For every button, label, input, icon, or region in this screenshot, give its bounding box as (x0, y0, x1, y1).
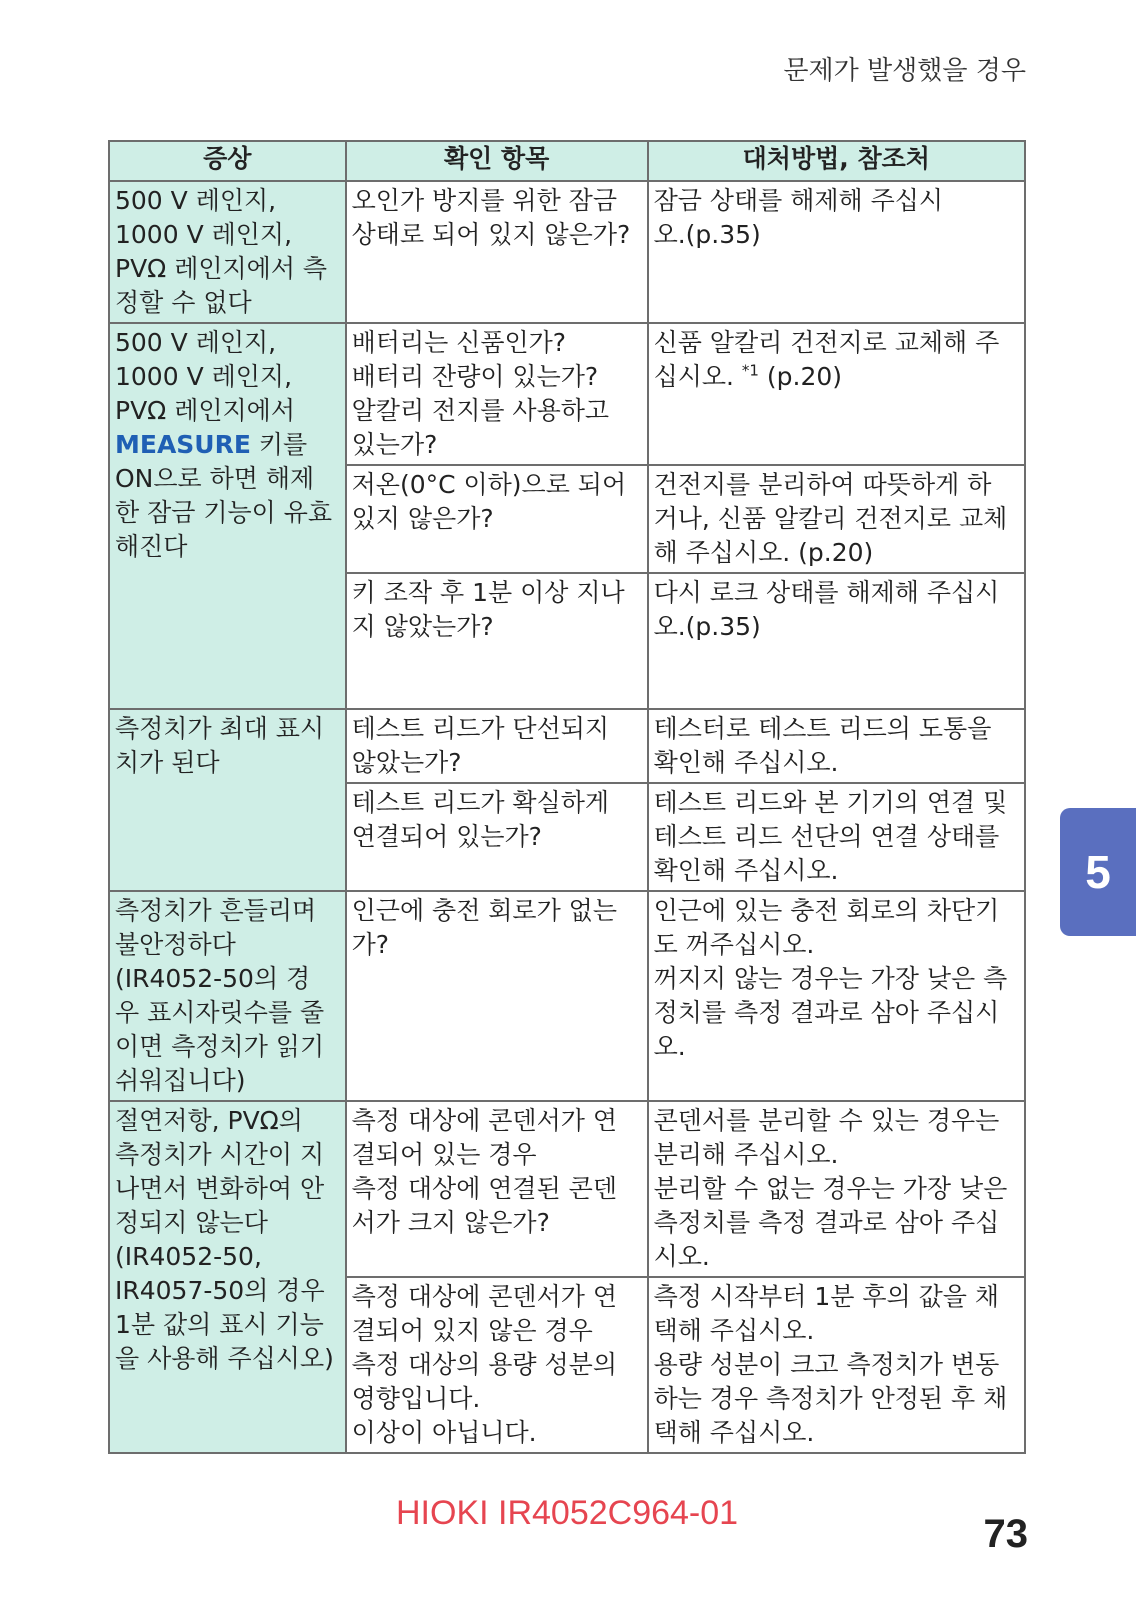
table-header-row (109, 141, 1025, 181)
remedy-line: 오.(p.35) (653, 220, 761, 249)
table-row (109, 709, 1025, 783)
table-row (109, 1101, 1025, 1277)
check-line: 영향입니다. (351, 1384, 481, 1413)
page-number: 73 (983, 1512, 1028, 1556)
remedy-cell (648, 783, 1025, 891)
check-cell (346, 465, 648, 573)
check-line: 저온(0°C 이하)으로 되어 (351, 470, 627, 499)
remedy-line: 인근에 있는 충전 회로의 차단기 (653, 896, 1000, 925)
symptom-line: 정할 수 없다 (115, 288, 252, 317)
remedy-line: 해 주십시오. (p.20) (653, 538, 874, 567)
remedy-line: 테스트 리드와 본 기기의 연결 및 (653, 788, 1008, 817)
troubleshooting-table (108, 140, 1026, 1454)
symptom-line: 정되지 않는다 (115, 1208, 268, 1237)
remedy-cell (648, 181, 1025, 323)
check-cell (346, 709, 648, 783)
symptom-line: 나면서 변화하여 안 (115, 1174, 325, 1203)
remedy-line: 다시 로크 상태를 해제해 주십시 (653, 578, 1000, 607)
symptom-line: 이면 측정치가 읽기 (115, 1032, 325, 1061)
remedy-line: 택해 주십시오. (653, 1418, 815, 1447)
remedy-cell (648, 1277, 1025, 1453)
check-line: 있지 않은가? (351, 504, 494, 533)
remedy-page-ref: (p.20) (758, 362, 843, 391)
symptom-line: 500 V 레인지, (115, 328, 277, 357)
measure-key-label: MEASURE (115, 430, 251, 459)
column-header-remedy: 대처방법, 참조처 (648, 141, 1025, 181)
remedy-text: 신품 알칼리 건전지로 교체해 주십시오. (653, 328, 1000, 391)
check-cell (346, 573, 648, 709)
check-cell (346, 1277, 648, 1453)
remedy-line: 측정치를 측정 결과로 삼아 주십 (653, 1208, 1000, 1237)
symptom-line: ON으로 하면 해제 (115, 464, 315, 493)
remedy-cell (648, 573, 1025, 709)
remedy-line: 분리할 수 없는 경우는 가장 낮은 (653, 1174, 1008, 1203)
remedy-line: 테스트 리드 선단의 연결 상태를 (653, 822, 1000, 851)
symptom-line: 절연저항, PVΩ의 (115, 1106, 303, 1135)
remedy-line: 용량 성분이 크고 측정치가 변동 (653, 1350, 1000, 1379)
remedy-line: 측정 시작부터 1분 후의 값을 채 (653, 1282, 1000, 1311)
check-line: 측정 대상에 콘덴서가 연 (351, 1282, 617, 1311)
check-line: 테스트 리드가 단선되지 (351, 714, 610, 743)
symptom-line: PVΩ 레인지에서 (115, 396, 295, 425)
remedy-line: 오.(p.35) (653, 612, 761, 641)
symptom-line (115, 428, 340, 462)
symptom-line: 1000 V 레인지, (115, 362, 293, 391)
symptom-cell (109, 1101, 346, 1453)
symptom-line: IR4057-50의 경우 (115, 1276, 325, 1305)
remedy-line: 테스터로 테스트 리드의 도통을 (653, 714, 992, 743)
symptom-line: PVΩ 레인지에서 측 (115, 254, 328, 283)
check-line: 이상이 아닙니다. (351, 1418, 537, 1447)
remedy-line: 오. (653, 1032, 686, 1061)
symptom-line: (IR4052-50, (115, 1242, 262, 1271)
check-line: 결되어 있는 경우 (351, 1140, 537, 1169)
remedy-line: 꺼지지 않는 경우는 가장 낮은 측 (653, 964, 1008, 993)
check-line: 지 않았는가? (351, 612, 494, 641)
chapter-tab: 5 (1060, 808, 1136, 936)
check-cell (346, 891, 648, 1101)
check-line: 배터리 잔량이 있는가? (351, 362, 599, 391)
remedy-cell (648, 323, 1025, 465)
check-line: 결되어 있지 않은 경우 (351, 1316, 593, 1345)
remedy-line: 택해 주십시오. (653, 1316, 815, 1345)
remedy-line: 확인해 주십시오. (653, 856, 839, 885)
symptom-cell (109, 709, 346, 891)
remedy-cell (648, 891, 1025, 1101)
check-cell (346, 323, 648, 465)
check-line: 배터리는 신품인가? (351, 328, 567, 357)
check-line: 테스트 리드가 확실하게 (351, 788, 610, 817)
symptom-line: 해진다 (115, 532, 188, 561)
symptom-line: 500 V 레인지, (115, 186, 277, 215)
remedy-line: 정치를 측정 결과로 삼아 주십시 (653, 998, 1000, 1027)
check-line: 서가 크지 않은가? (351, 1208, 550, 1237)
column-header-symptom: 증상 (109, 141, 346, 181)
check-line: 가? (351, 930, 390, 959)
check-line: 측정 대상의 용량 성분의 (351, 1350, 617, 1379)
check-line: 측정 대상에 콘덴서가 연 (351, 1106, 617, 1135)
check-line: 인근에 충전 회로가 없는 (351, 896, 617, 925)
document-code: HIOKI IR4052C964-01 (396, 1494, 739, 1532)
check-line: 측정 대상에 연결된 콘덴 (351, 1174, 617, 1203)
symptom-key-suffix: 키를 (250, 430, 308, 459)
check-line: 연결되어 있는가? (351, 822, 542, 851)
symptom-line: 1분 값의 표시 기능 (115, 1310, 324, 1339)
column-header-check: 확인 항목 (346, 141, 648, 181)
symptom-line: 1000 V 레인지, (115, 220, 293, 249)
remedy-line: 시오. (653, 1242, 710, 1271)
remedy-line: 콘덴서를 분리할 수 있는 경우는 (653, 1106, 1000, 1135)
symptom-line: 측정치가 최대 표시 (115, 714, 325, 743)
symptom-line: 을 사용해 주십시오) (115, 1344, 334, 1373)
symptom-line: (IR4052-50의 경 (115, 964, 311, 993)
section-title: 문제가 발생했을 경우 (783, 56, 1026, 86)
check-line: 상태로 되어 있지 않은가? (351, 220, 631, 249)
remedy-line: 건전지를 분리하여 따뜻하게 하 (653, 470, 992, 499)
remedy-line: 거나, 신품 알칼리 건전지로 교체 (653, 504, 1008, 533)
check-cell (346, 1101, 648, 1277)
remedy-line: 도 꺼주십시오. (653, 930, 815, 959)
remedy-cell (648, 1101, 1025, 1277)
remedy-cell (648, 709, 1025, 783)
symptom-cell (109, 181, 346, 323)
symptom-line: 우 표시자릿수를 줄 (115, 998, 325, 1027)
table-row (109, 891, 1025, 1101)
remedy-line: 하는 경우 측정치가 안정된 후 채 (653, 1384, 1008, 1413)
check-line: 있는가? (351, 430, 438, 459)
check-line: 않았는가? (351, 748, 462, 777)
symptom-cell (109, 891, 346, 1101)
remedy-line: 확인해 주십시오. (653, 748, 839, 777)
remedy-line: 잠금 상태를 해제해 주십시 (653, 186, 944, 215)
table-row (109, 181, 1025, 323)
symptom-cell (109, 323, 346, 709)
check-line: 키 조작 후 1분 이상 지나 (351, 578, 625, 607)
symptom-line: 치가 된다 (115, 748, 220, 777)
remedy-cell (648, 465, 1025, 573)
symptom-line: 쉬워집니다) (115, 1066, 246, 1095)
check-cell (346, 181, 648, 323)
footnote-marker: *1 (741, 361, 759, 380)
check-line: 알칼리 전지를 사용하고 (351, 396, 610, 425)
table-row (109, 323, 1025, 465)
symptom-line: 불안정하다 (115, 930, 236, 959)
symptom-line: 측정치가 시간이 지 (115, 1140, 325, 1169)
check-cell (346, 783, 648, 891)
symptom-line: 측정치가 흔들리며 (115, 896, 317, 925)
symptom-line: 한 잠금 기능이 유효 (115, 498, 333, 527)
remedy-line: 분리해 주십시오. (653, 1140, 839, 1169)
check-line: 오인가 방지를 위한 잠금 (351, 186, 617, 215)
